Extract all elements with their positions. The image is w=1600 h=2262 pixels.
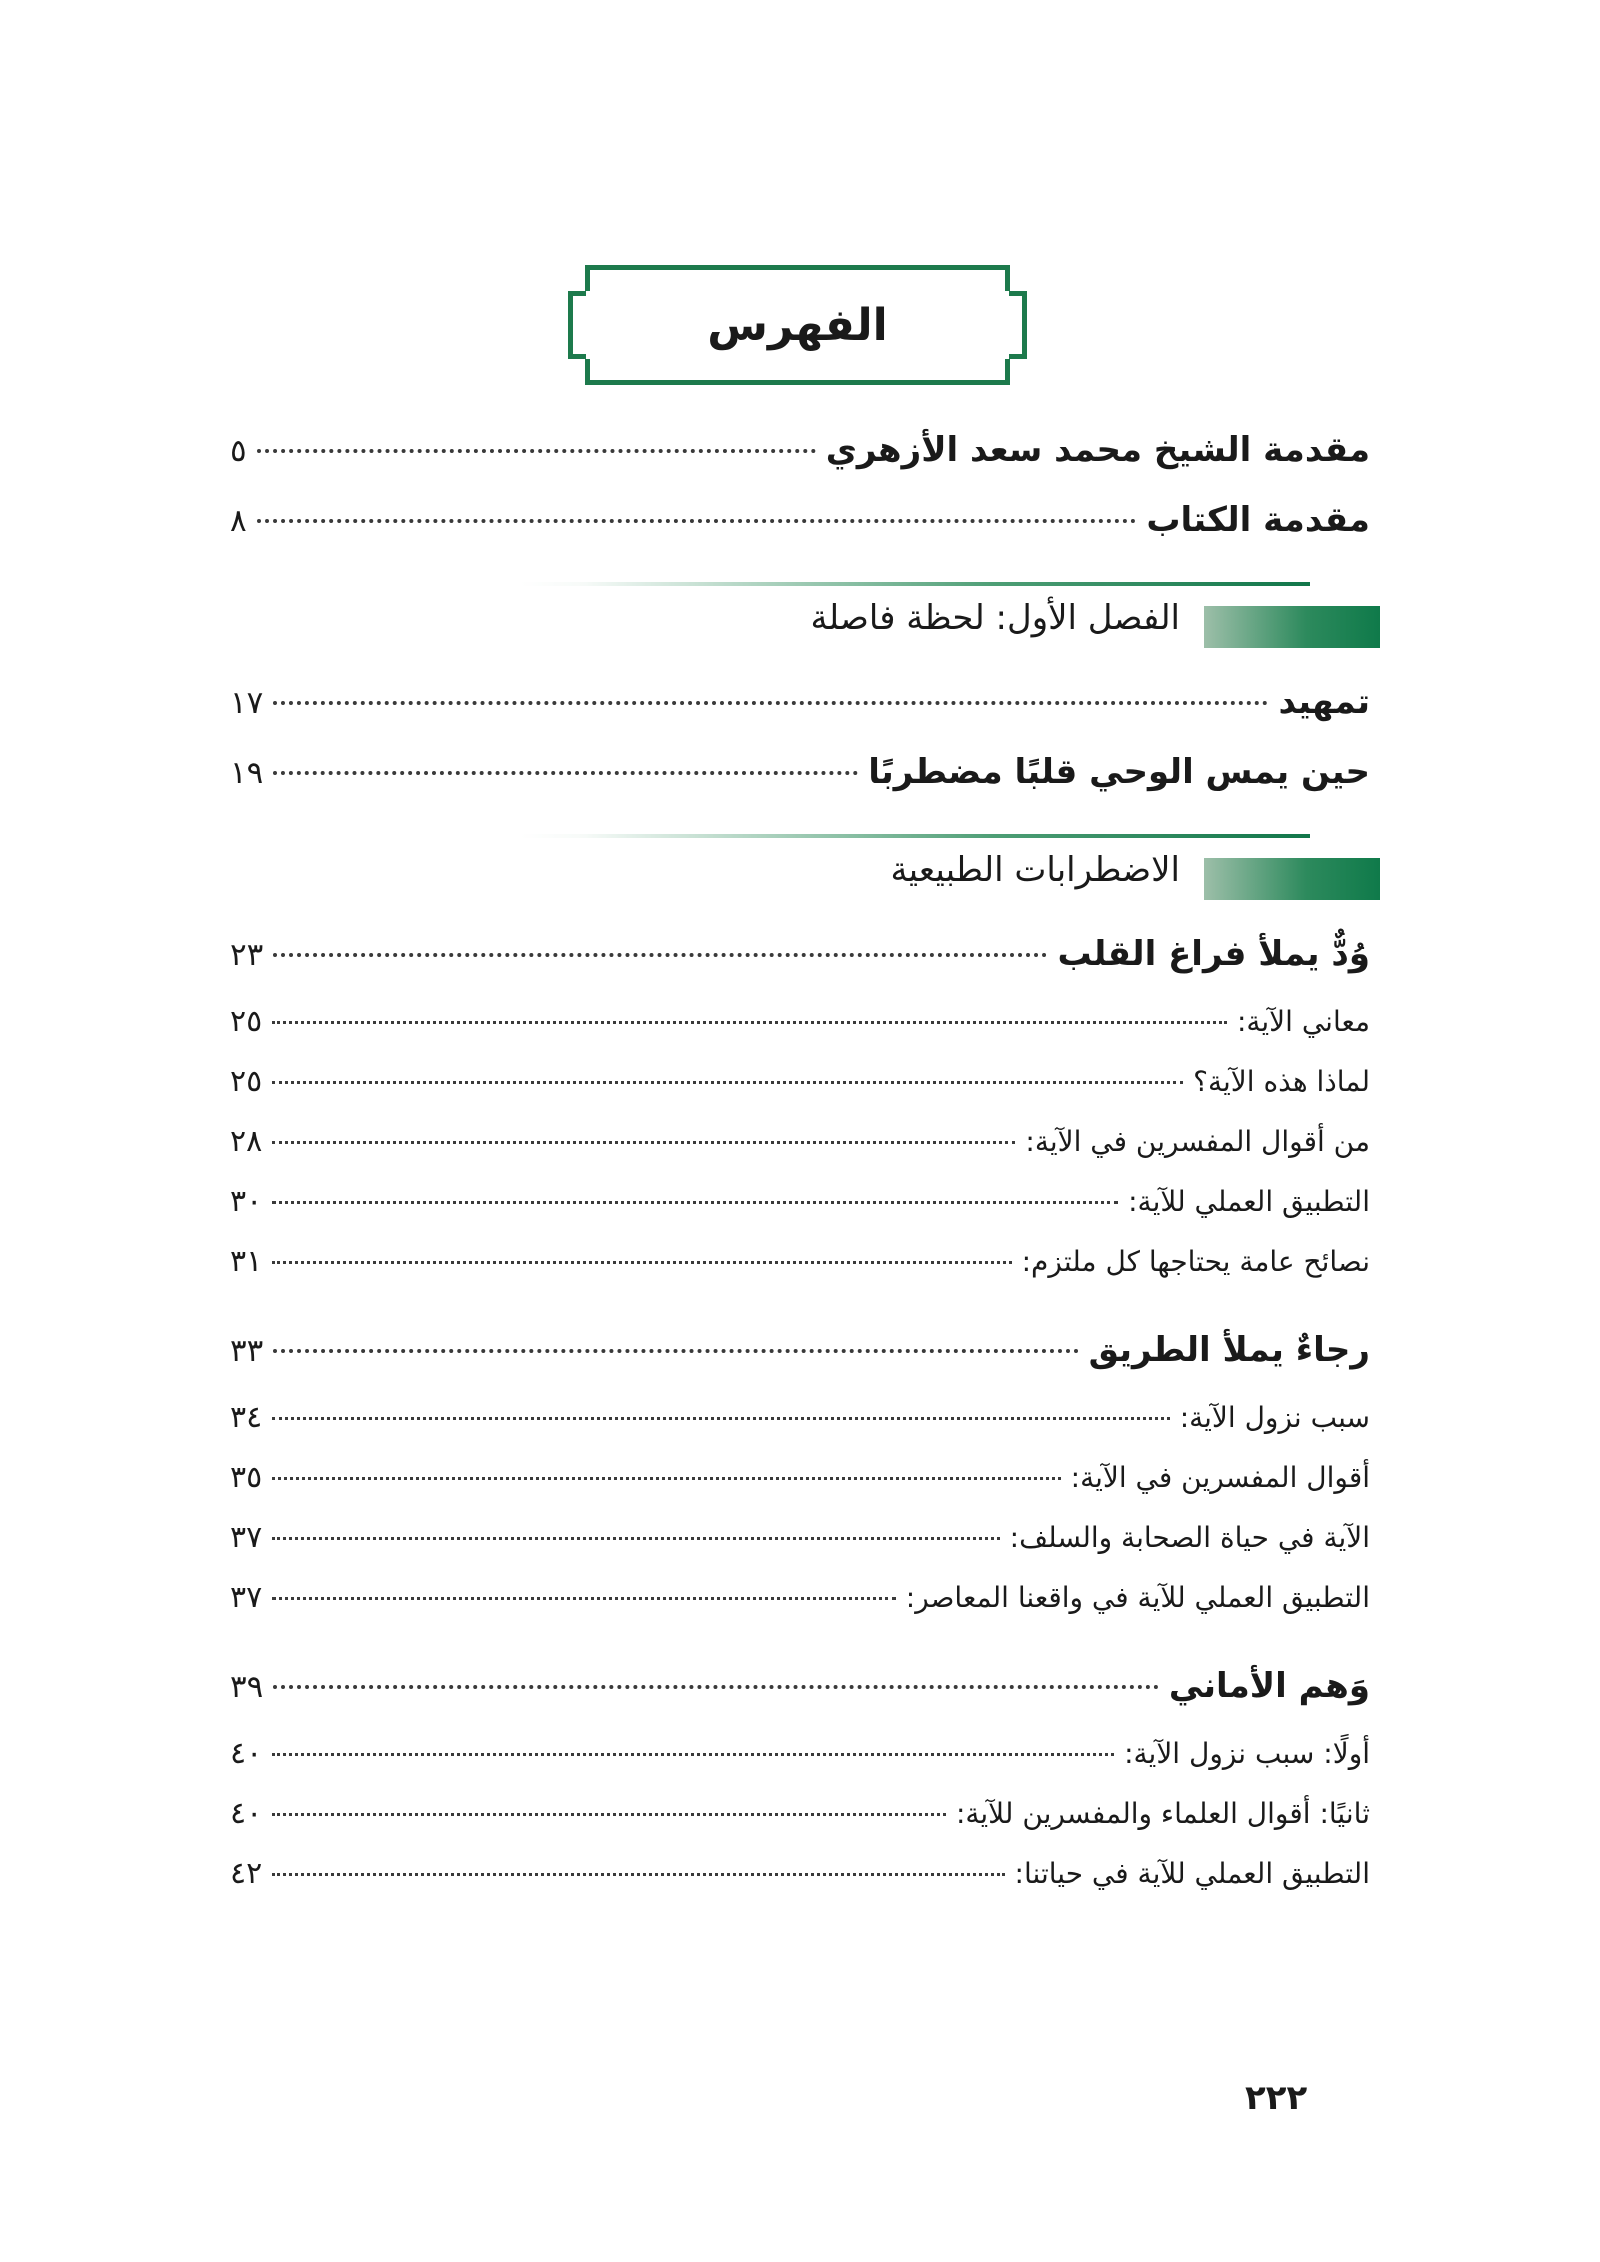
toc-entry[interactable]: [230, 500, 1370, 570]
toc-entry-page-number: ٣١: [230, 1244, 263, 1279]
toc-entry[interactable]: [230, 1400, 1370, 1460]
toc-entry-page-number: ٣٠: [230, 1184, 263, 1219]
toc-section-header: [230, 570, 1370, 682]
toc-leader-dots: [273, 771, 858, 775]
toc-entry-page-number: ٢٨: [230, 1124, 263, 1159]
toc-entry[interactable]: [230, 1460, 1370, 1520]
toc-entry[interactable]: [230, 752, 1370, 822]
toc-entry-label: من أقوال المفسرين في الآية:: [1025, 1125, 1370, 1158]
toc-entry-page-number: ٨: [230, 503, 247, 539]
toc-entry[interactable]: [230, 1666, 1370, 1736]
toc-entry-page-number: ٢٣: [230, 937, 264, 973]
toc-entry-page-number: ٤٠: [230, 1796, 263, 1831]
folio-page-number: ٢٢٢: [1245, 2078, 1308, 2118]
toc-leader-dots: [272, 1021, 1227, 1024]
toc-entry-label: سبب نزول الآية:: [1179, 1401, 1370, 1434]
group-spacer: [230, 1304, 1370, 1330]
toc-leader-dots: [257, 519, 1137, 523]
toc-section-header: [230, 822, 1370, 934]
toc-entry-page-number: ١٩: [230, 755, 264, 791]
section-accent-bar: [1204, 606, 1380, 648]
toc-entry-label: أولًا: سبب نزول الآية:: [1124, 1737, 1370, 1770]
toc-entry[interactable]: [230, 1580, 1370, 1640]
toc-entry-page-number: ١٧: [230, 685, 264, 721]
title-notch-tab-left: [568, 291, 586, 359]
toc-leader-dots: [272, 1873, 1004, 1876]
toc-entry-page-number: ٣٣: [230, 1333, 264, 1369]
page-title-frame: [585, 265, 1010, 385]
toc-entry[interactable]: [230, 1520, 1370, 1580]
toc-entry-label: وُدٌّ يملأ فراغ القلب: [1057, 934, 1370, 974]
toc-entry-label: الآية في حياة الصحابة والسلف:: [1009, 1521, 1370, 1554]
toc-leader-dots: [272, 1597, 896, 1600]
toc-entry-page-number: ٣٩: [230, 1669, 264, 1705]
toc-entry-label: أقوال المفسرين في الآية:: [1070, 1461, 1370, 1494]
toc-entry[interactable]: [230, 934, 1370, 1004]
toc-entry[interactable]: [230, 1184, 1370, 1244]
toc-entry-page-number: ٣٧: [230, 1520, 263, 1555]
toc-entry-label: لماذا هذه الآية؟: [1193, 1065, 1370, 1098]
toc-entry-label: تمهيد: [1278, 682, 1370, 722]
group-spacer: [230, 1640, 1370, 1666]
section-rule: [520, 582, 1310, 586]
toc-leader-dots: [272, 1081, 1183, 1084]
toc-entry-page-number: ٥: [230, 433, 247, 469]
title-notch-tab-right: [1009, 291, 1027, 359]
toc-entry-page-number: ٣٥: [230, 1460, 263, 1495]
toc-entry-label: مقدمة الكتاب: [1146, 500, 1370, 540]
toc-entry-label: التطبيق العملي للآية:: [1128, 1185, 1370, 1218]
toc-leader-dots: [272, 1141, 1015, 1144]
section-rule: [520, 834, 1310, 838]
toc-entry-label: نصائح عامة يحتاجها كل ملتزم:: [1021, 1245, 1370, 1278]
toc-entry-label: مقدمة الشيخ محمد سعد الأزهري: [825, 430, 1370, 470]
toc-entry-page-number: ٢٥: [230, 1004, 263, 1039]
toc-entry-label: حين يمس الوحي قلبًا مضطربًا: [868, 752, 1370, 792]
page-title: الفهرس: [707, 299, 888, 351]
toc-entry[interactable]: [230, 1004, 1370, 1064]
toc-entry[interactable]: [230, 1244, 1370, 1304]
toc-list: [230, 430, 1370, 1916]
section-accent-bar: [1204, 858, 1380, 900]
toc-entry-label: معاني الآية:: [1236, 1005, 1370, 1038]
toc-entry-label: التطبيق العملي للآية في واقعنا المعاصر:: [905, 1581, 1370, 1614]
toc-leader-dots: [257, 449, 816, 453]
toc-entry[interactable]: [230, 1064, 1370, 1124]
toc-entry-label: وَهم الأماني: [1168, 1666, 1370, 1706]
toc-entry[interactable]: [230, 1856, 1370, 1916]
toc-leader-dots: [273, 1685, 1159, 1689]
toc-leader-dots: [272, 1753, 1114, 1756]
toc-entry[interactable]: [230, 1330, 1370, 1400]
toc-entry-page-number: ٢٥: [230, 1064, 263, 1099]
toc-leader-dots: [273, 701, 1268, 705]
toc-entry[interactable]: [230, 1736, 1370, 1796]
toc-leader-dots: [272, 1537, 999, 1540]
toc-entry-page-number: ٤٢: [230, 1856, 263, 1891]
toc-entry[interactable]: [230, 682, 1370, 752]
toc-entry[interactable]: [230, 1796, 1370, 1856]
toc-entry[interactable]: [230, 1124, 1370, 1184]
section-title: الاضطرابات الطبيعية: [890, 850, 1180, 890]
toc-entry-label: ثانيًا: أقوال العلماء والمفسرين للآية:: [955, 1797, 1370, 1830]
section-title: الفصل الأول: لحظة فاصلة: [810, 598, 1180, 638]
toc-entry-label: رجاءٌ يملأ الطريق: [1088, 1330, 1370, 1370]
toc-leader-dots: [272, 1261, 1011, 1264]
toc-leader-dots: [273, 1349, 1078, 1353]
toc-entry[interactable]: [230, 430, 1370, 500]
toc-entry-label: التطبيق العملي للآية في حياتنا:: [1014, 1857, 1370, 1890]
toc-leader-dots: [272, 1813, 946, 1816]
toc-leader-dots: [272, 1417, 1169, 1420]
toc-leader-dots: [273, 953, 1047, 957]
toc-leader-dots: [272, 1201, 1118, 1204]
toc-leader-dots: [272, 1477, 1060, 1480]
toc-entry-page-number: ٤٠: [230, 1736, 263, 1771]
toc-entry-page-number: ٣٤: [230, 1400, 263, 1435]
toc-entry-page-number: ٣٧: [230, 1580, 263, 1615]
